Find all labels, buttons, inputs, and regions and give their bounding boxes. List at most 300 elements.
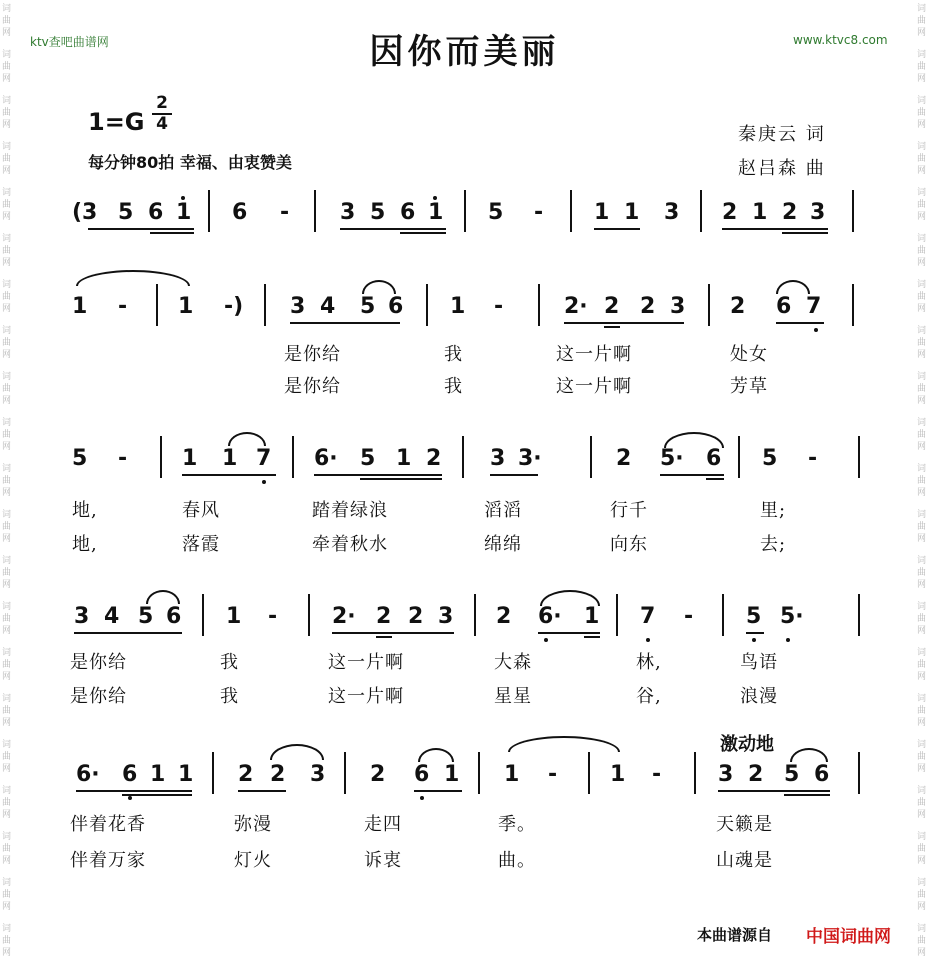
watermark-glyph: 词 <box>2 556 12 566</box>
watermark-glyph: 词 <box>917 234 927 244</box>
bar-line <box>700 190 702 232</box>
lyric: 诉衷 <box>364 850 402 871</box>
watermark-glyph: 网 <box>2 810 12 820</box>
bar-line <box>722 594 724 636</box>
bar-line <box>314 190 316 232</box>
note: 6 <box>814 762 830 787</box>
lyric: 绵绵 <box>484 534 522 555</box>
watermark-glyph: 网 <box>917 350 927 360</box>
lyric: 灯火 <box>234 850 272 871</box>
note: 6 <box>400 200 416 225</box>
lyric: 弥漫 <box>234 814 272 835</box>
watermark-glyph: 曲 <box>2 890 12 900</box>
note: 1 <box>584 604 600 629</box>
watermark-glyph: 词 <box>917 740 927 750</box>
lyric: 春风 <box>182 500 220 521</box>
site-logo-left: ktv查吧曲谱网 <box>30 35 109 49</box>
bar-line <box>208 190 210 232</box>
lyric: 落霞 <box>182 534 220 555</box>
lyric: 处女 <box>730 344 768 365</box>
note: 6 <box>414 762 430 787</box>
slur-arc <box>790 748 828 762</box>
note: - <box>118 446 128 471</box>
note: 1 <box>176 200 192 225</box>
note: 2· <box>332 604 356 629</box>
note: 3 <box>810 200 826 225</box>
watermark-glyph: 网 <box>2 350 12 360</box>
note: - <box>494 294 504 319</box>
note: 6· <box>538 604 562 629</box>
lyric: 我 <box>220 652 239 673</box>
low-octave-dot <box>544 638 548 642</box>
watermark-glyph: 曲 <box>917 338 927 348</box>
note: - <box>548 762 558 787</box>
watermark-glyph: 网 <box>2 764 12 774</box>
watermark-glyph: 网 <box>917 304 927 314</box>
note: 3 <box>290 294 306 319</box>
lyric: 我 <box>444 376 463 397</box>
song-title: 因你而美丽 <box>369 32 560 72</box>
beam <box>604 326 620 328</box>
watermark-glyph: 网 <box>917 856 927 866</box>
note: 1 <box>72 294 88 319</box>
watermark-glyph: 曲 <box>917 200 927 210</box>
watermark-glyph: 词 <box>2 280 12 290</box>
watermark-glyph: 网 <box>917 902 927 912</box>
beam <box>584 636 600 638</box>
watermark-glyph: 词 <box>2 602 12 612</box>
note: 1 <box>594 200 610 225</box>
lyric: 是你给 <box>284 376 341 397</box>
watermark-glyph: 曲 <box>2 108 12 118</box>
watermark-glyph: 词 <box>2 648 12 658</box>
lyric: 天籁是 <box>716 814 773 835</box>
note: 1 <box>428 200 444 225</box>
watermark-glyph: 曲 <box>2 384 12 394</box>
slur-arc <box>362 280 396 294</box>
watermark-glyph: 词 <box>917 418 927 428</box>
lyric: 这一片啊 <box>328 686 404 707</box>
note: 5· <box>660 446 684 471</box>
note: 6· <box>76 762 100 787</box>
lyric: 这一片啊 <box>556 376 632 397</box>
watermark-glyph: 网 <box>917 488 927 498</box>
note: 5· <box>780 604 804 629</box>
watermark-glyph: 曲 <box>2 660 12 670</box>
beam <box>400 232 446 234</box>
bar-line <box>858 752 860 794</box>
watermark-glyph: 网 <box>2 626 12 636</box>
watermark-glyph: 词 <box>917 188 927 198</box>
lyric: 行千 <box>610 500 648 521</box>
note: 1 <box>610 762 626 787</box>
note: 5 <box>72 446 88 471</box>
watermark-glyph: 词 <box>917 372 927 382</box>
watermark-glyph: 网 <box>2 120 12 130</box>
slur-arc <box>146 590 180 604</box>
watermark-glyph: 曲 <box>917 476 927 486</box>
watermark-glyph: 曲 <box>917 16 927 26</box>
watermark-glyph: 词 <box>917 602 927 612</box>
lyric: 大森 <box>494 652 532 673</box>
watermark-glyph: 网 <box>917 74 927 84</box>
note: 7 <box>640 604 656 629</box>
slur-arc <box>228 432 266 446</box>
note: 3· <box>518 446 542 471</box>
right-watermark-strip <box>915 0 929 972</box>
low-octave-dot <box>420 796 424 800</box>
watermark-glyph: 网 <box>917 718 927 728</box>
note: 1 <box>396 446 412 471</box>
watermark-glyph: 曲 <box>2 936 12 946</box>
watermark-glyph: 词 <box>917 142 927 152</box>
note: 2 <box>426 446 442 471</box>
note: 2· <box>564 294 588 319</box>
note: 2 <box>408 604 424 629</box>
watermark-glyph: 词 <box>2 464 12 474</box>
tie-arc <box>76 270 190 286</box>
lyric: 这一片啊 <box>556 344 632 365</box>
watermark-glyph: 网 <box>2 672 12 682</box>
bar-line <box>426 284 428 326</box>
bar-line <box>462 436 464 478</box>
note: 6· <box>314 446 338 471</box>
watermark-glyph: 词 <box>917 464 927 474</box>
note: 2 <box>616 446 632 471</box>
lyric: 牵着秋水 <box>312 534 388 555</box>
watermark-glyph: 曲 <box>2 706 12 716</box>
beam <box>332 632 454 634</box>
watermark-glyph: 网 <box>917 212 927 222</box>
watermark-glyph: 曲 <box>917 844 927 854</box>
lyric: 林, <box>636 652 662 673</box>
note: 6 <box>388 294 404 319</box>
watermark-glyph: 曲 <box>2 752 12 762</box>
watermark-glyph: 词 <box>2 142 12 152</box>
watermark-glyph: 词 <box>917 50 927 60</box>
note: 3 <box>310 762 326 787</box>
note: 1 <box>504 762 520 787</box>
lyric: 浪漫 <box>740 686 778 707</box>
beam <box>76 790 192 792</box>
note: 7 <box>806 294 822 319</box>
low-octave-dot <box>646 638 650 642</box>
lyric: 鸟语 <box>740 652 778 673</box>
bar-line <box>616 594 618 636</box>
note: 3 <box>718 762 734 787</box>
watermark-glyph: 曲 <box>2 338 12 348</box>
watermark-glyph: 词 <box>2 510 12 520</box>
note: - <box>652 762 662 787</box>
note: - <box>684 604 694 629</box>
watermark-glyph: 词 <box>2 694 12 704</box>
note: 6 <box>232 200 248 225</box>
watermark-glyph: 网 <box>917 28 927 38</box>
high-octave-dot <box>433 196 437 200</box>
watermark-glyph: 词 <box>917 556 927 566</box>
watermark-glyph: 网 <box>917 764 927 774</box>
watermark-glyph: 词 <box>2 326 12 336</box>
note: 2 <box>782 200 798 225</box>
note: 4 <box>104 604 120 629</box>
watermark-glyph: 词 <box>917 694 927 704</box>
note: 2 <box>748 762 764 787</box>
note: 5 <box>488 200 504 225</box>
watermark-glyph: 曲 <box>917 890 927 900</box>
footer-source-label: 本曲谱源自 <box>697 926 773 944</box>
note: 5 <box>118 200 134 225</box>
beam <box>564 322 684 324</box>
watermark-glyph: 曲 <box>2 246 12 256</box>
bar-line <box>292 436 294 478</box>
note: - <box>118 294 128 319</box>
note: 6 <box>122 762 138 787</box>
watermark-glyph: 网 <box>917 672 927 682</box>
beam <box>88 228 194 230</box>
beam <box>746 632 764 634</box>
watermark-glyph: 词 <box>2 188 12 198</box>
watermark-glyph: 曲 <box>2 568 12 578</box>
beam <box>290 322 400 324</box>
watermark-glyph: 曲 <box>917 936 927 946</box>
bar-line <box>464 190 466 232</box>
time-signature <box>152 94 172 134</box>
watermark-glyph: 词 <box>917 4 927 14</box>
watermark-glyph: 词 <box>2 4 12 14</box>
low-octave-dot <box>752 638 756 642</box>
watermark-glyph: 曲 <box>2 430 12 440</box>
note: 7 <box>256 446 272 471</box>
note: 2 <box>496 604 512 629</box>
watermark-glyph: 曲 <box>917 430 927 440</box>
watermark-glyph: 曲 <box>917 522 927 532</box>
note: 1 <box>150 762 166 787</box>
note: 1 <box>444 762 460 787</box>
watermark-glyph: 网 <box>2 856 12 866</box>
note: 3 <box>438 604 454 629</box>
lyric: 伴着万家 <box>70 850 146 871</box>
watermark-glyph: 曲 <box>2 62 12 72</box>
lyric: 季。 <box>498 814 536 835</box>
watermark-glyph: 词 <box>2 786 12 796</box>
watermark-glyph: 网 <box>2 28 12 38</box>
watermark-glyph: 曲 <box>2 844 12 854</box>
bar-line <box>708 284 710 326</box>
watermark-glyph: 词 <box>917 878 927 888</box>
low-octave-dot <box>262 480 266 484</box>
note: 5 <box>360 294 376 319</box>
bar-line <box>588 752 590 794</box>
watermark-glyph: 曲 <box>2 522 12 532</box>
bar-line <box>160 436 162 478</box>
bar-line <box>474 594 476 636</box>
low-octave-dot <box>814 328 818 332</box>
note: 1 <box>182 446 198 471</box>
watermark-glyph: 网 <box>2 902 12 912</box>
watermark-glyph: 网 <box>917 120 927 130</box>
watermark-glyph: 曲 <box>2 16 12 26</box>
note: 1 <box>226 604 242 629</box>
beam <box>718 790 830 792</box>
watermark-glyph: 网 <box>2 488 12 498</box>
watermark-glyph: 词 <box>2 96 12 106</box>
beam <box>782 232 828 234</box>
key-signature: 1=G <box>88 108 145 136</box>
note: 5 <box>138 604 154 629</box>
watermark-glyph: 网 <box>2 534 12 544</box>
lyric: 山魂是 <box>716 850 773 871</box>
slur-arc <box>776 280 810 294</box>
note: 1 <box>222 446 238 471</box>
bar-line <box>694 752 696 794</box>
note: 1 <box>178 294 194 319</box>
watermark-glyph: 网 <box>917 810 927 820</box>
note: 2 <box>640 294 656 319</box>
watermark-glyph: 曲 <box>917 62 927 72</box>
watermark-glyph: 曲 <box>917 108 927 118</box>
lyric: 去; <box>760 534 787 555</box>
watermark-glyph: 词 <box>917 510 927 520</box>
bar-line <box>570 190 572 232</box>
watermark-glyph: 网 <box>2 442 12 452</box>
note: 2 <box>370 762 386 787</box>
watermark-glyph: 词 <box>2 234 12 244</box>
expression-marking: 激动地 <box>720 734 774 755</box>
note: 2 <box>604 294 620 319</box>
lyric: 星星 <box>494 686 532 707</box>
note: 3 <box>340 200 356 225</box>
watermark-glyph: 曲 <box>917 798 927 808</box>
bar-line <box>858 594 860 636</box>
lyric: 滔滔 <box>484 500 522 521</box>
watermark-glyph: 网 <box>917 442 927 452</box>
note: 1 <box>450 294 466 319</box>
note: 5 <box>370 200 386 225</box>
lyric: 伴着花香 <box>70 814 146 835</box>
lyric: 里; <box>760 500 787 521</box>
watermark-glyph: 曲 <box>2 154 12 164</box>
watermark-glyph: 网 <box>917 166 927 176</box>
beam <box>122 794 192 796</box>
watermark-glyph: 词 <box>917 648 927 658</box>
watermark-glyph: 词 <box>917 326 927 336</box>
note: - <box>534 200 544 225</box>
beam <box>660 474 724 476</box>
beam <box>238 790 286 792</box>
note: - <box>808 446 818 471</box>
watermark-glyph: 网 <box>2 718 12 728</box>
watermark-glyph: 网 <box>917 626 927 636</box>
lyricist-credit: 秦庚云 词 <box>738 124 826 145</box>
watermark-glyph: 曲 <box>2 798 12 808</box>
note: 3 <box>670 294 686 319</box>
watermark-glyph: 网 <box>2 258 12 268</box>
watermark-glyph: 词 <box>2 50 12 60</box>
note: 6 <box>166 604 182 629</box>
bar-line <box>590 436 592 478</box>
note: 5 <box>762 446 778 471</box>
watermark-glyph: 网 <box>2 396 12 406</box>
watermark-glyph: 曲 <box>2 614 12 624</box>
watermark-glyph: 曲 <box>917 752 927 762</box>
high-octave-dot <box>181 196 185 200</box>
beam <box>490 474 538 476</box>
lyric: 向东 <box>610 534 648 555</box>
note: 3 <box>664 200 680 225</box>
bar-line <box>202 594 204 636</box>
bar-line <box>264 284 266 326</box>
beam <box>784 794 830 796</box>
beam <box>340 228 446 230</box>
watermark-glyph: 词 <box>917 832 927 842</box>
lyric: 芳草 <box>730 376 768 397</box>
site-url-right: www.ktvc8.com <box>793 33 888 47</box>
tempo-marking: 每分钟80拍 幸福、由衷赞美 <box>88 153 292 172</box>
watermark-glyph: 网 <box>2 212 12 222</box>
note: 2 <box>722 200 738 225</box>
watermark-glyph: 词 <box>2 924 12 934</box>
note: - <box>280 200 290 225</box>
note: 2 <box>730 294 746 319</box>
note: 1 <box>624 200 640 225</box>
note: 4 <box>320 294 336 319</box>
beam <box>150 232 194 234</box>
watermark-glyph: 网 <box>917 948 927 958</box>
bar-line <box>156 284 158 326</box>
note: 5 <box>784 762 800 787</box>
note: 6 <box>706 446 722 471</box>
beam <box>182 474 276 476</box>
note: 1 <box>178 762 194 787</box>
watermark-glyph: 词 <box>2 418 12 428</box>
note: 3 <box>490 446 506 471</box>
watermark-glyph: 网 <box>917 396 927 406</box>
watermark-glyph: 曲 <box>917 246 927 256</box>
note: 3 <box>74 604 90 629</box>
beam <box>706 478 724 480</box>
watermark-glyph: 网 <box>2 580 12 590</box>
beam <box>776 322 824 324</box>
watermark-glyph: 曲 <box>917 706 927 716</box>
lyric: 我 <box>220 686 239 707</box>
slur-arc <box>270 744 324 760</box>
note: 5 <box>746 604 762 629</box>
beam <box>314 474 442 476</box>
lyric: 是你给 <box>70 652 127 673</box>
footer-site-link[interactable]: 中国词曲网 <box>806 927 891 947</box>
lyric: 走四 <box>364 814 402 835</box>
note: 5 <box>360 446 376 471</box>
watermark-glyph: 词 <box>2 740 12 750</box>
low-octave-dot <box>128 796 132 800</box>
lyric: 我 <box>444 344 463 365</box>
bar-line <box>738 436 740 478</box>
watermark-glyph: 词 <box>917 924 927 934</box>
bar-line <box>308 594 310 636</box>
note: 6 <box>776 294 792 319</box>
watermark-glyph: 词 <box>2 832 12 842</box>
bar-line <box>852 284 854 326</box>
low-octave-dot <box>786 638 790 642</box>
watermark-glyph: 网 <box>2 948 12 958</box>
note: 2 <box>376 604 392 629</box>
bar-line <box>344 752 346 794</box>
meter-top: 2 <box>152 94 172 115</box>
watermark-glyph: 词 <box>917 786 927 796</box>
note: 2 <box>238 762 254 787</box>
note: 1 <box>752 200 768 225</box>
note: (3 <box>72 200 98 225</box>
